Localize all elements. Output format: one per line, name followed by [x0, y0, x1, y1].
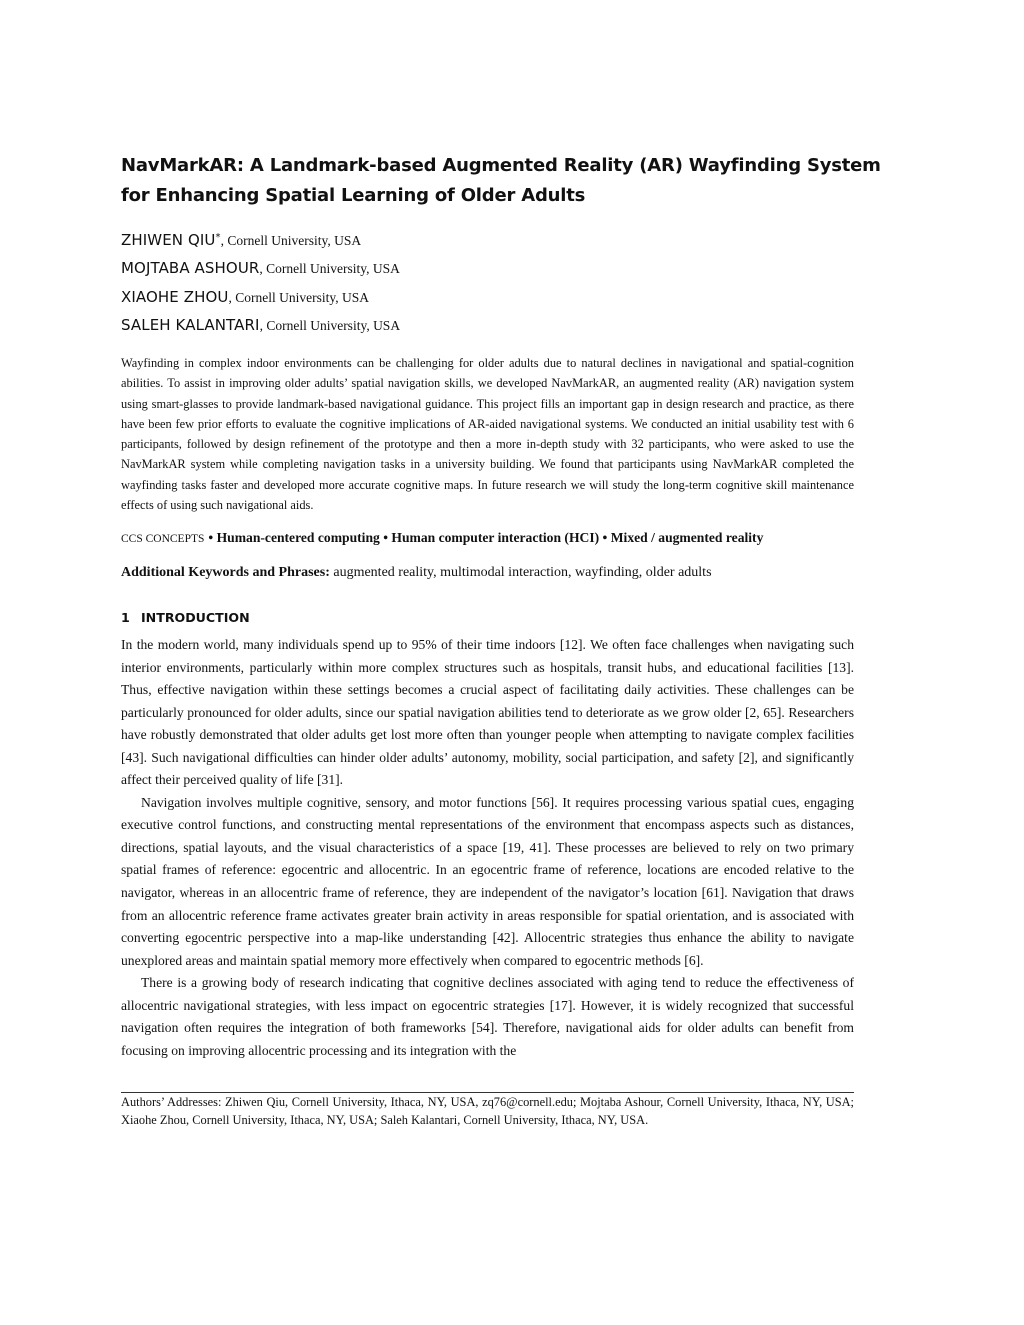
section-number: 1	[121, 610, 130, 625]
author-affiliation: , Cornell University, USA	[228, 289, 369, 305]
title-line-1: NavMarkAR: A Landmark-based Augmented Reality (AR) Wayfinding System	[121, 155, 881, 176]
author-entry	[121, 283, 854, 311]
author-affiliation: , Cornell University, USA	[259, 317, 401, 333]
body-paragraph: There is a growing body of research indicating that cognitive declines associated with aging tend to reduce the effectiveness of allocentric navigational strategies, with less impact on egocentric strategies [17]. However, it is widely recognized that successful navigation often requires the integration of both frameworks [54]. Therefore, navigational aids for older adults can benefit from focusing on improving allocentric processing and its integration with the	[121, 975, 854, 1058]
author-list	[121, 226, 854, 339]
author-name: MOJTABA ASHOUR	[121, 259, 260, 278]
keywords-list: augmented reality, multimodal interaction, wayfinding, older adults	[333, 565, 712, 580]
author-name: XIAOHE ZHOU	[121, 287, 229, 306]
abstract: Wayfinding in complex indoor environments can be challenging for older adults due to natural declines in navigational and spatial-cognition abilities. To assist in improving older adults’ spatial navigation skills, we developed NavMarkAR, an augmented reality (AR) navigation system using smart-glasses to provide landmark-based navigational guidance. This project fills an important gap in design research and practice, as there have been few prior efforts to evaluate the cognitive implications of AR-aided navigational systems. We conducted an initial usability test with 6 participants, followed by design refinement of the prototype and then a more in-depth study with 32 participants, who were asked to use the NavMarkAR system while completing navigation tasks in a university building. We found that participants using NavMarkAR completed the wayfinding tasks faster and developed more accurate cognitive maps. In future research we will study the long-term cognitive skill maintenance effects of using such navigational aids.	[121, 356, 854, 513]
author-name: ZHIWEN QIU*	[121, 231, 221, 249]
section-heading	[121, 607, 250, 629]
ccs-concepts	[121, 526, 854, 551]
author-affiliation: , Cornell University, USA	[259, 261, 400, 277]
keywords-label: Additional Keywords and Phrases:	[121, 565, 330, 580]
ccs-label: CCS CONCEPTS	[121, 533, 205, 545]
footnote-divider	[121, 1092, 854, 1093]
body-paragraph: Navigation involves multiple cognitive, sensory, and motor functions [56]. It requires processing various spatial cues, engaging executive control functions, and constructing mental representations of the environment that encompass aspects such as distances, directions, spatial layouts, and the visual characteristics of a space [19, 41]. These processes are believed to rely on two primary spatial frames of reference: egocentric and allocentric. In an egocentric frame of reference, locations are encoded relative to the navigator, whereas in an allocentric frame of reference, they are independent of the navigator’s location [61]. Navigation that draws from an allocentric reference frame activates greater brain activity in areas responsible for spatial orientation, and is associated with converting egocentric perspective into a map-like understanding [42]. Allocentric strategies thus enhance the ability to navigate unexplored areas and maintain spatial memory more effectively when compared to egocentric methods [6].	[121, 794, 854, 968]
section-title: INTRODUCTION	[141, 610, 250, 625]
author-affiliation: , Cornell University, USA	[220, 233, 362, 248]
author-entry	[121, 226, 854, 254]
keywords	[121, 561, 854, 585]
paper-title	[121, 151, 881, 211]
title-line-2: for Enhancing Spatial Learning of Older Adults	[121, 185, 586, 206]
ccs-concept-list: • Human-centered computing • Human computer interaction (HCI) • Mixed / augmented reality	[208, 530, 764, 545]
author-entry	[121, 311, 854, 339]
section-body	[121, 634, 854, 1062]
author-name: SALEH KALANTARI	[121, 315, 260, 334]
author-entry	[121, 254, 854, 282]
corresponding-author-mark: *	[215, 232, 221, 243]
author-addresses-footnote: Authors’ Addresses: Zhiwen Qiu, Cornell University, Ithaca, NY, USA, zq76@cornell.edu; Mojtaba Ashour, Cornell University, Ithaca, NY, USA; Xiaohe Zhou, Cornell University, Ithaca, NY, USA; Saleh Kalantari, Cornell University, Ithaca, NY, USA.	[121, 1095, 854, 1127]
body-paragraph: In the modern world, many individuals spend up to 95% of their time indoors [12]. We often face challenges when navigating such interior environments, particularly within more complex structures such as hospitals, transit hubs, and educational facilities [13]. Thus, effective navigation within these settings becomes a crucial aspect of facilitating daily activities. These challenges can be particularly pronounced for older adults, since our spatial navigation abilities tend to deteriorate as we grow older [2, 65]. Researchers have robustly demonstrated that older adults get lost more often than younger people when attempting to navigate complex facilities [43]. Such navigational difficulties can hinder older adults’ autonomy, mobility, social participation, and safety [2], and significantly affect their perceived quality of life [31].	[121, 637, 854, 788]
